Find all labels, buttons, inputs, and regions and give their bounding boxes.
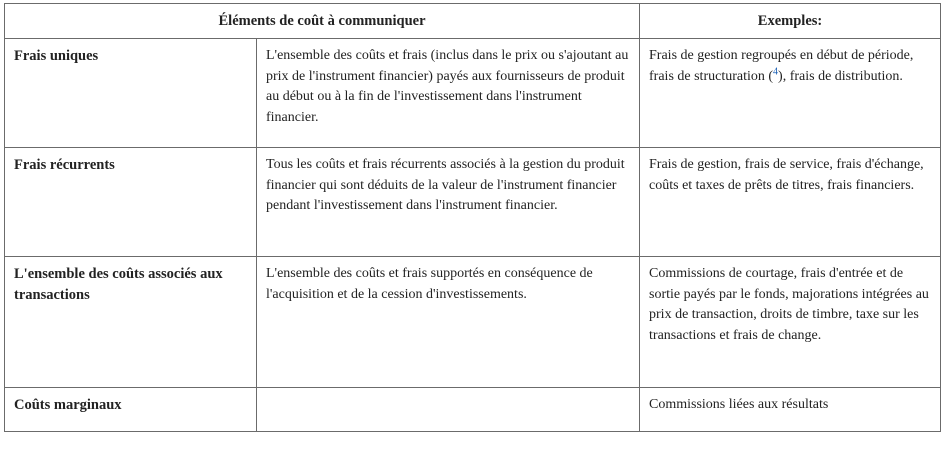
row-examples: Frais de gestion, frais de service, frais d'échange, coûts et taxes de prêts de titres, frais financiers. [640, 148, 941, 257]
header-cost-elements: Éléments de coût à communiquer [5, 4, 640, 39]
table-row [5, 148, 941, 257]
row-examples: Commissions liées aux résultats [640, 388, 941, 432]
examples-text-before: Frais de gestion regroupés en début de période, frais de structuration ( [649, 48, 914, 84]
row-label: Frais récurrents [5, 148, 257, 257]
table-row [5, 388, 941, 432]
table-row [5, 257, 941, 388]
footnote-link[interactable]: 4 [773, 65, 779, 77]
examples-text-after: ), frais de distribution. [778, 68, 903, 84]
row-description: Tous les coûts et frais récurrents associés à la gestion du produit financier qui sont déduits de la valeur de l'instrument financier pendant l'investissement dans l'instrument financier. [257, 148, 640, 257]
cost-elements-table [4, 3, 941, 432]
row-description: L'ensemble des coûts et frais (inclus dans le prix ou s'ajoutant au prix de l'instrument financier) payés aux fournisseurs de produit au début ou à la fin de l'investissement dans l'instrument financier. [257, 39, 640, 148]
row-label: L'ensemble des coûts associés aux transactions [5, 257, 257, 388]
row-label: Coûts marginaux [5, 388, 257, 432]
header-examples: Exemples: [640, 4, 941, 39]
header-row [5, 4, 941, 39]
table-row [5, 39, 941, 148]
row-description: L'ensemble des coûts et frais supportés en conséquence de l'acquisition et de la cession d'investissements. [257, 257, 640, 388]
row-examples: Commissions de courtage, frais d'entrée et de sortie payés par le fonds, majorations intégrées au prix de transaction, droits de timbre, taxe sur les transactions et frais de change. [640, 257, 941, 388]
row-label: Frais uniques [5, 39, 257, 148]
row-examples [640, 39, 941, 148]
row-description [257, 388, 640, 432]
